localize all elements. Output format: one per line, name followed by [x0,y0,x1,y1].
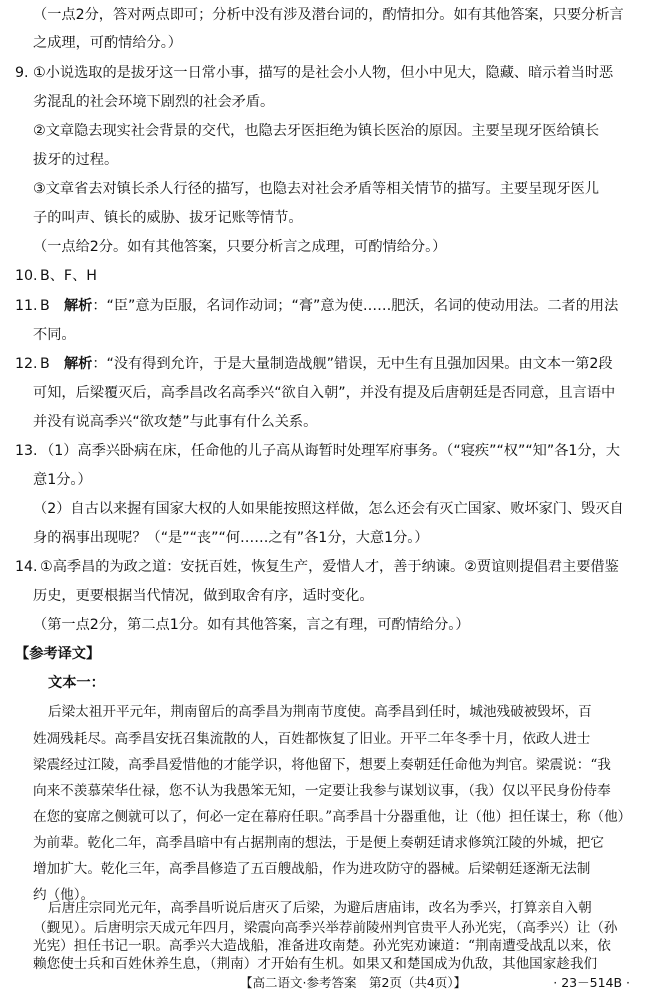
q13-part2-line-1: （2）自古以来握有国家大权的人如果能按照这样做，怎么还会有灭亡国家、败坏家门、毁灭自 [33,501,624,517]
q14-line-2: 历史，更要根据当代情况，做到取舍有序，适时变化。 [33,588,374,604]
q14-note: （第一点2分，第二点1分。如有其他答案，言之有理，可酌情给分。） [33,617,470,633]
q13-part2-line-2: 身的祸事出现呢？（“是”“丧”“何……之有”各1分，大意1分。） [33,530,429,546]
translation-heading: 【参考译文】 [15,646,101,662]
q14-line-1: ①高季昌的为政之道：安抚百姓，恢复生产，爱惜人才，善于纳谏。②贾谊则提倡君主要借鉴 [40,559,619,575]
q9-number: 9. [15,65,29,81]
q9-point2-line-2: 拔牙的过程。 [33,152,119,168]
q10-number: 10. [15,268,38,284]
q11-line-1 [40,296,618,316]
translation-para1-line-3: 梁震经过江陵，高季昌爱惜他的才能学识，将他留下，想要上奏朝廷任命他为判官。梁震说：“我 [33,757,611,773]
q11-number: 11. [15,298,38,314]
translation-para1-line-5: 在您的宴席之侧就可以了，何必一定在幕府任职。”高季昌十分器重他，让（他）担任谋士，称（他） [33,809,632,825]
q8-note-line-2: 之成理，可酌情给分。） [33,35,182,51]
q12-number: 12. [15,356,38,372]
q12-analysis-label: 解析 [63,356,93,372]
q12-choice: B [40,356,50,372]
translation-subheading: 文本一： [48,675,105,691]
translation-para1-line-2: 姓凋残耗尽。高季昌安抚召集流散的人，百姓都恢复了旧业。开平二年冬季十月，依政人进士 [33,731,591,747]
q11-analysis-label: 解析 [63,298,93,314]
q9-note: （一点给2分。如有其他答案，只要分析言之成理，可酌情给分。） [33,239,447,255]
q9-point1-line-2: 劣混乱的社会环境下剧烈的社会矛盾。 [33,94,275,110]
translation-para1-line-6: 为前辈。乾化二年，高季昌暗中有占据荆南的想法，于是便上奏朝廷请求修筑江陵的外城，把它 [33,835,604,851]
translation-para2-line-1: 后唐庄宗同光元年，高季昌听说后唐灭了后梁，为避后唐庙讳，改名为季兴，打算亲自入朝 [48,900,592,916]
footer-title: 【高二语文·参考答案 第2页（共4页）】 [240,975,467,990]
q9-point3-line-1: ③文章省去对镇长杀人行径的描写，也隐去对社会矛盾等相关情节的描写。主要呈现牙医儿 [33,181,600,197]
q9-point2-line-1: ②文章隐去现实社会背景的交代，也隐去牙医拒绝为镇长医治的原因。主要呈现牙医给镇长 [33,123,600,139]
q13-part1-line-1: （1）高季兴卧病在床，任命他的儿子高从诲暂时处理军府事务。（“寝疾”“权”“知”各1分，大 [40,443,620,459]
q12-line-1 [40,354,613,374]
q8-note-line-1: （一点2分，答对两点即可；分析中没有涉及潜台词的，酌情扣分。如有其他答案，只要分析言 [33,7,624,23]
translation-para1-line-7: 增加扩大。乾化三年，高季昌修造了五百艘战船，作为进攻防守的器械。后梁朝廷逐渐无法制 [33,861,591,877]
q9-point1-line-1: ①小说选取的是拔牙这一日常小事，描写的是社会小人物，但小中见大，隐藏、暗示着当时恶 [33,65,614,81]
q13-number: 13. [15,443,38,459]
page-footer [0,973,652,993]
translation-para1-line-4: 向来不羡慕荣华仕禄，您不认为我愚笨无知，一定要让我参与谋划议事，（我）仅以平民身份侍奉 [33,783,611,799]
q12-line-2: 可知，后梁覆灭后，高季昌改名高季兴“欲自入朝”，并没有提及后唐朝廷是否同意，且言语中 [33,385,616,401]
q13-part1-line-2: 意1分。） [33,472,92,488]
translation-para1-line-1: 后梁太祖开平元年，荆南留后的高季昌为荆南节度使。高季昌到任时，城池残破被毁坏，百 [48,704,592,720]
q11-choice: B [40,298,50,314]
footer-code: · 23－514B · [553,975,630,990]
q10-answer: B、F、H [40,268,97,284]
q12-line-3: 并没有说高季兴“欲攻楚”与此事有什么关系。 [33,414,318,430]
q11-analysis-text: ：“臣”意为臣服，名词作动词；“膏”意为使……肥沃，名词的使动用法。二者的用法 [92,298,619,314]
q14-number: 14. [15,559,38,575]
translation-para2-line-3: 光宪）担任书记一职。高季兴大造战船，准备进攻南楚。孙光宪劝谏道：“荆南遭受战乱以来，依 [33,938,611,954]
q11-line-2: 不同。 [33,327,76,343]
q12-analysis-text: ：“没有得到允许，于是大量制造战舰”错误，无中生有且强加因果。由文本一第2段 [92,356,613,372]
q9-point3-line-2: 子的叫声、镇长的威胁、拔牙记账等情节。 [33,210,303,226]
translation-para1-line-8: 约（他）。 [33,887,95,903]
translation-para2-line-2: （觐见）。后唐明宗天成元年四月，梁震向高季兴举荐前陵州判官贵平人孙光宪，（高季兴）让（孙 [33,920,618,936]
translation-para2-line-4: 赖您使士兵和百姓休养生息，（荆南）才开始有生机。如果又和楚国成为仇敌，其他国家趁我们 [33,956,598,972]
